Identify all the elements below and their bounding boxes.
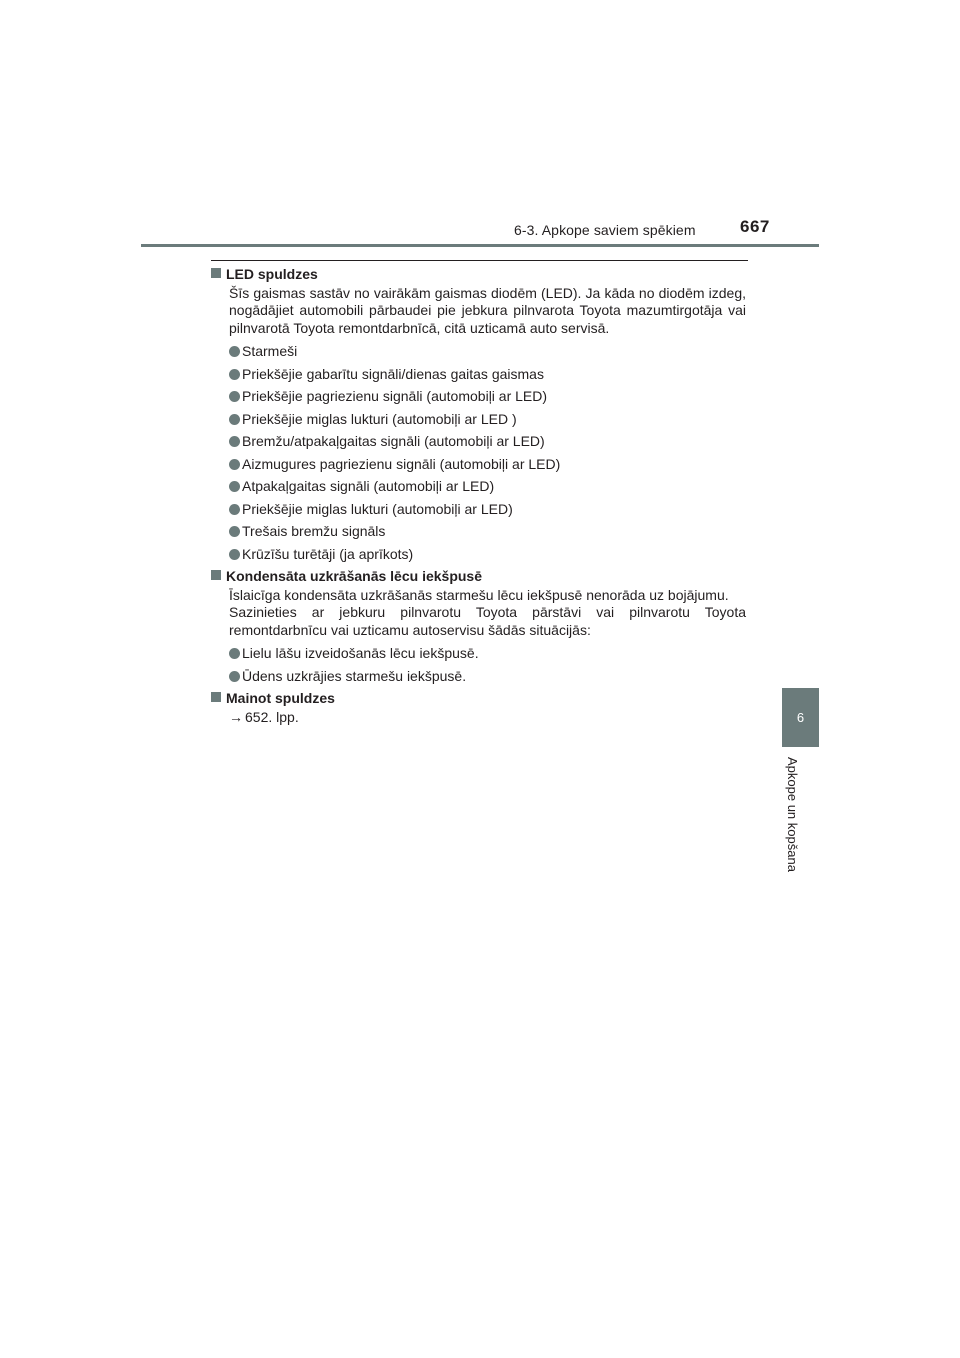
list-item [209,668,746,686]
list-item [209,478,746,496]
list-item [209,456,746,474]
list-item-text: Priekšējie pagriezienu signāli (automobiļi ar LED) [242,388,548,404]
circle-bullet-icon [229,459,240,470]
circle-bullet-icon [229,504,240,515]
list-item-text: Trešais bremžu signāls [242,523,386,539]
list-item [209,546,746,564]
list-item-text: Priekšējie miglas lukturi (automobiļi ar LED ) [242,410,517,427]
section-title: 6-3. Apkope saviem spēkiem [514,222,696,238]
section-replacing-bulbs [209,690,746,726]
paragraph: Īslaicīga kondensāta uzkrāšanās starmešu lēcu iekšpusē nenorāda uz bojājumu. [229,586,729,603]
list-item [209,645,746,663]
section-heading [209,568,746,586]
list-item [209,388,746,406]
circle-bullet-icon [229,436,240,447]
list-item [209,343,746,361]
circle-bullet-icon [229,391,240,402]
list-item-text: Priekšējie miglas lukturi (automobiļi ar LED) [242,500,513,517]
paragraph: Sazinieties ar jebkuru pilnvarotu Toyota pārstāvi vai pilnvarotu Toyota remontdarbnīcu vai uzticamu autoservisu šādās situācijās: [229,604,746,638]
section-heading [209,266,746,284]
list-item-text: Starmeši [242,343,298,359]
circle-bullet-icon [229,414,240,425]
list-item [209,411,746,429]
header-divider [141,244,819,247]
page-content [209,266,746,726]
list-item [209,523,746,541]
circle-bullet-icon [229,648,240,659]
chapter-number: 6 [796,710,805,725]
page-number: 667 [740,217,770,236]
circle-bullet-icon [229,346,240,357]
page-reference-link[interactable]: 652. lpp. [245,708,299,725]
heading-text: LED spuldzes [226,266,318,282]
list-item-text: Ūdens uzkrājies starmešu iekšpusē. [242,667,467,684]
list-item [209,433,746,451]
chapter-title: Apkope un kopšana [785,757,800,872]
square-bullet-icon [211,692,221,702]
page-reference [209,709,746,727]
section-led-bulbs [209,266,746,563]
list-item-text: Lielu lāšu izveidošanās lēcu iekšpusē. [242,645,479,661]
list-item [209,366,746,384]
arrow-right-icon: → [229,708,243,725]
square-bullet-icon [211,570,221,580]
section-heading [209,690,746,708]
list-item-text: Aizmugures pagriezienu signāli (automobiļi ar LED) [242,455,561,472]
heading-text: Kondensāta uzkrāšanās lēcu iekšpusē [226,568,482,584]
list-item [209,501,746,519]
square-bullet-icon [211,268,221,278]
section-condensation [209,568,746,685]
circle-bullet-icon [229,671,240,682]
circle-bullet-icon [229,369,240,380]
chapter-tab[interactable] [782,688,819,747]
paragraph: Šīs gaismas sastāv no vairākām gaismas diodēm (LED). Ja kāda no diodēm izdeg, nogādājiet automobili pārbaudei pie jebkura pilnvarota Toyota mazumtirgotāja vai pilnvarotā Toyota remontdarbnīcā, citā uzticamā auto servisā. [229,284,746,336]
list-item-text: Krūzīšu turētāji (ja aprīkots) [242,545,414,562]
circle-bullet-icon [229,549,240,560]
content-divider [211,260,748,261]
list-item-text: Atpakaļgaitas signāli (automobiļi ar LED) [242,478,495,494]
circle-bullet-icon [229,526,240,537]
list-item-text: Priekšējie gabarītu signāli/dienas gaitas gaismas [242,365,544,382]
list-item-text: Bremžu/atpakaļgaitas signāli (automobiļi ar LED) [242,433,545,449]
circle-bullet-icon [229,481,240,492]
heading-text: Mainot spuldzes [226,690,335,706]
